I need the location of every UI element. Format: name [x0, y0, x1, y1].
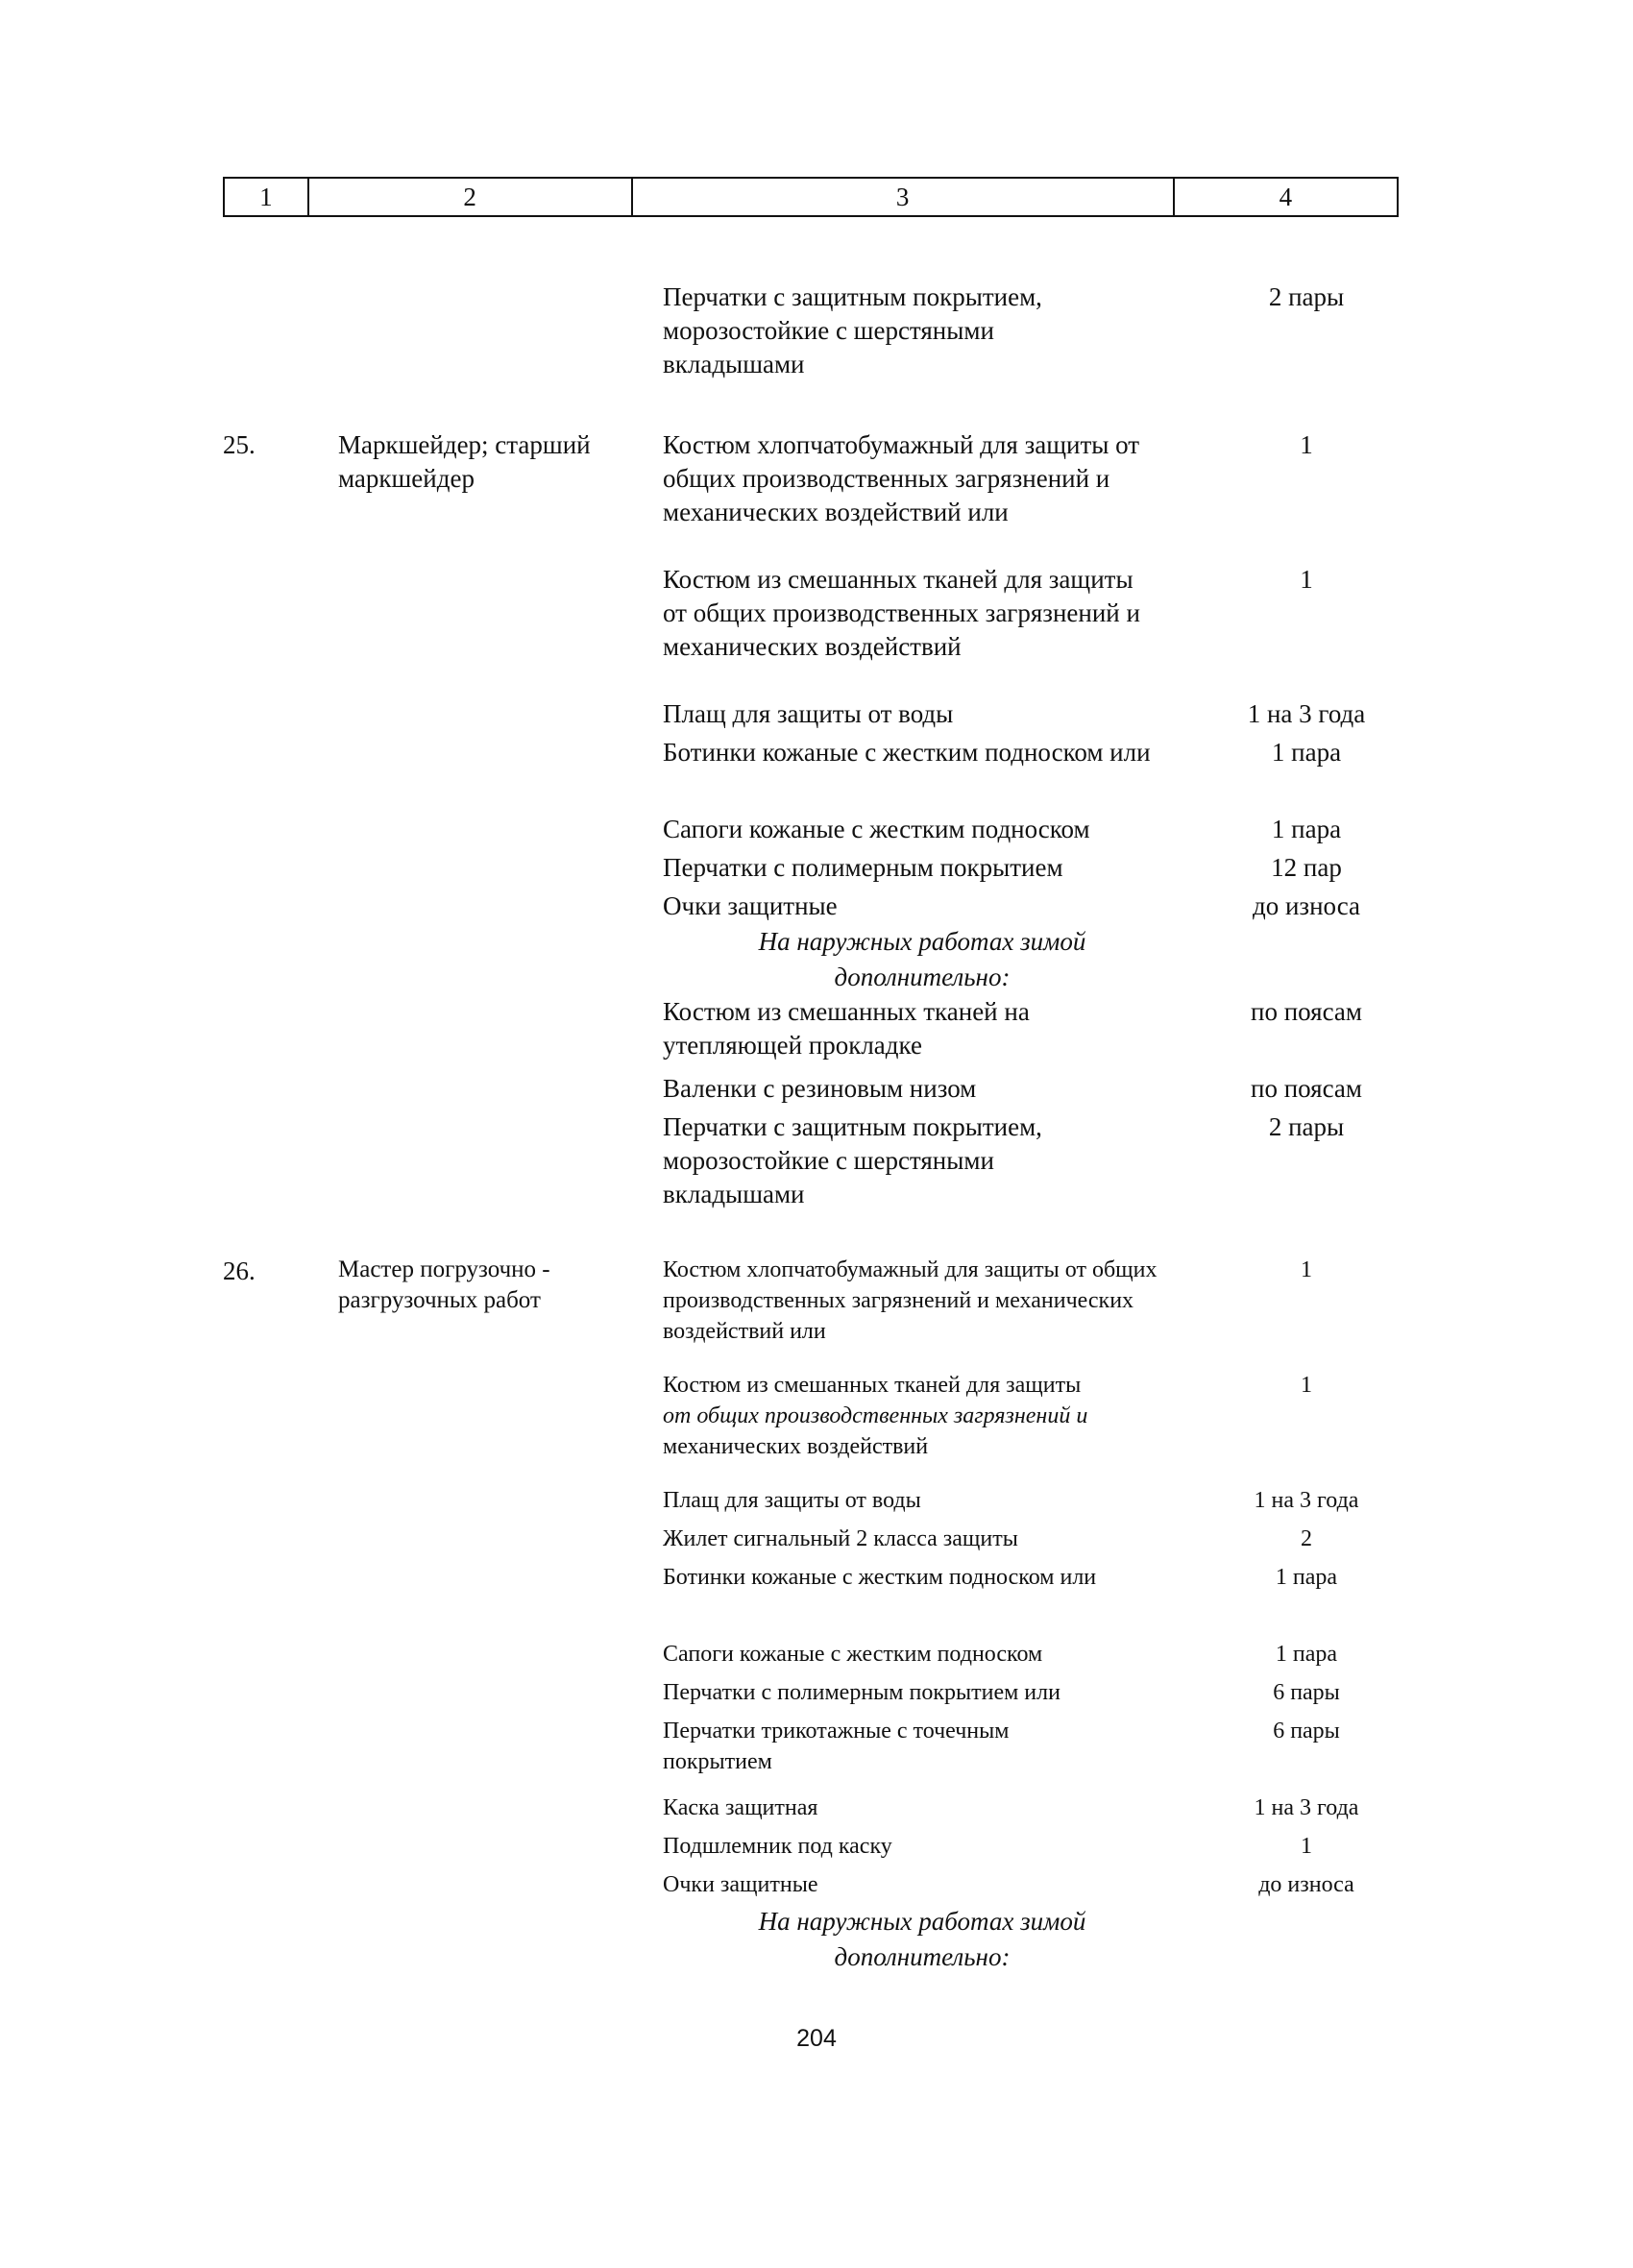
- item-name: Очки защитные: [663, 1872, 818, 1897]
- position-title: Мастер погрузочно - разгрузочных работ: [338, 1256, 550, 1313]
- item-quantity: 2 пары: [1268, 282, 1345, 311]
- item-quantity: 1: [1300, 565, 1313, 594]
- column-header-4: 4: [1279, 182, 1293, 211]
- item-name-line: механических воздействий: [663, 1434, 929, 1459]
- item-name: Сапоги кожаные с жестким подноском: [663, 815, 1090, 843]
- item-name-line: Костюм из смешанных тканей для защиты: [663, 1373, 1082, 1398]
- item-name-line: от общих производственных загрязнений и: [663, 1403, 1088, 1428]
- item-name: Перчатки трикотажные с точечным покрытием: [663, 1719, 1010, 1774]
- item-quantity: по поясам: [1251, 1074, 1362, 1103]
- item-quantity: по поясам: [1251, 997, 1362, 1026]
- item-name: Перчатки с полимерным покрытием или: [663, 1680, 1060, 1705]
- item-quantity: до износа: [1252, 891, 1361, 920]
- item-name: Ботинки кожаные с жестким подноском или: [663, 738, 1151, 767]
- item-quantity: 12 пар: [1271, 853, 1342, 882]
- column-header-table: [223, 177, 1399, 217]
- item-quantity: 1 на 3 года: [1254, 1488, 1359, 1513]
- column-header-2: 2: [309, 179, 633, 215]
- item-quantity: до износа: [1258, 1872, 1354, 1897]
- item-name: Плащ для защиты от воды: [663, 1488, 921, 1513]
- item-name: Костюм из смешанных тканей на утепляющей прокладке: [663, 997, 1030, 1060]
- item-name: Каска защитная: [663, 1795, 818, 1820]
- item-quantity: 1 на 3 года: [1254, 1795, 1359, 1820]
- item-quantity: 1: [1301, 1257, 1312, 1282]
- item-name: Сапоги кожаные с жестким подноском: [663, 1642, 1043, 1667]
- item-name: Валенки с резиновым низом: [663, 1074, 977, 1103]
- row-number: 26.: [223, 1256, 256, 1285]
- item-quantity: 1: [1301, 1834, 1312, 1859]
- winter-note: На наружных работах зимой дополнительно:: [758, 927, 1086, 991]
- item-name: Плащ для защиты от воды: [663, 699, 954, 728]
- item-name: Ботинки кожаные с жестким подноском или: [663, 1565, 1097, 1590]
- item-quantity: 1 на 3 года: [1247, 699, 1366, 728]
- item-quantity: 1: [1301, 1373, 1312, 1398]
- item-name: Костюм из смешанных тканей для защиты от общих производственных загрязнений и механических воздействий: [663, 565, 1140, 661]
- position-title: Маркшейдер; старший маркшейдер: [338, 430, 591, 493]
- item-quantity: 6 пары: [1273, 1680, 1340, 1705]
- page-number: 204: [796, 2025, 837, 2052]
- item-name: Перчатки с полимерным покрытием: [663, 853, 1063, 882]
- item-name: Перчатки с защитным покрытием, морозостойкие с шерстяными вкладышами: [663, 282, 1042, 378]
- item-name: Костюм хлопчатобумажный для защиты от общих производственных загрязнений и механических воздействий или: [663, 1257, 1158, 1344]
- column-header-3: 3: [633, 179, 1175, 215]
- item-quantity: 6 пары: [1273, 1719, 1340, 1744]
- row-number: 25.: [223, 430, 256, 459]
- item-quantity: 1 пара: [1275, 1565, 1338, 1590]
- item-name: Костюм хлопчатобумажный для защиты от общих производственных загрязнений и механических воздействий или: [663, 430, 1140, 526]
- item-quantity: 1: [1300, 430, 1313, 459]
- item-name: Жилет сигнальный 2 класса защиты: [663, 1526, 1018, 1551]
- item-quantity: 2: [1301, 1526, 1312, 1551]
- item-name: Очки защитные: [663, 891, 838, 920]
- item-name: Перчатки с защитным покрытием, морозостойкие с шерстяными вкладышами: [663, 1112, 1042, 1208]
- item-quantity: 2 пары: [1268, 1112, 1345, 1141]
- item-quantity: 1 пара: [1275, 1642, 1338, 1667]
- item-name: Подшлемник под каску: [663, 1834, 892, 1859]
- winter-note: На наружных работах зимой дополнительно:: [758, 1907, 1086, 1971]
- item-quantity: 1 пара: [1271, 815, 1342, 843]
- item-name: [663, 1370, 1201, 1462]
- column-header-1: 1: [225, 179, 309, 215]
- item-quantity: 1 пара: [1271, 738, 1342, 767]
